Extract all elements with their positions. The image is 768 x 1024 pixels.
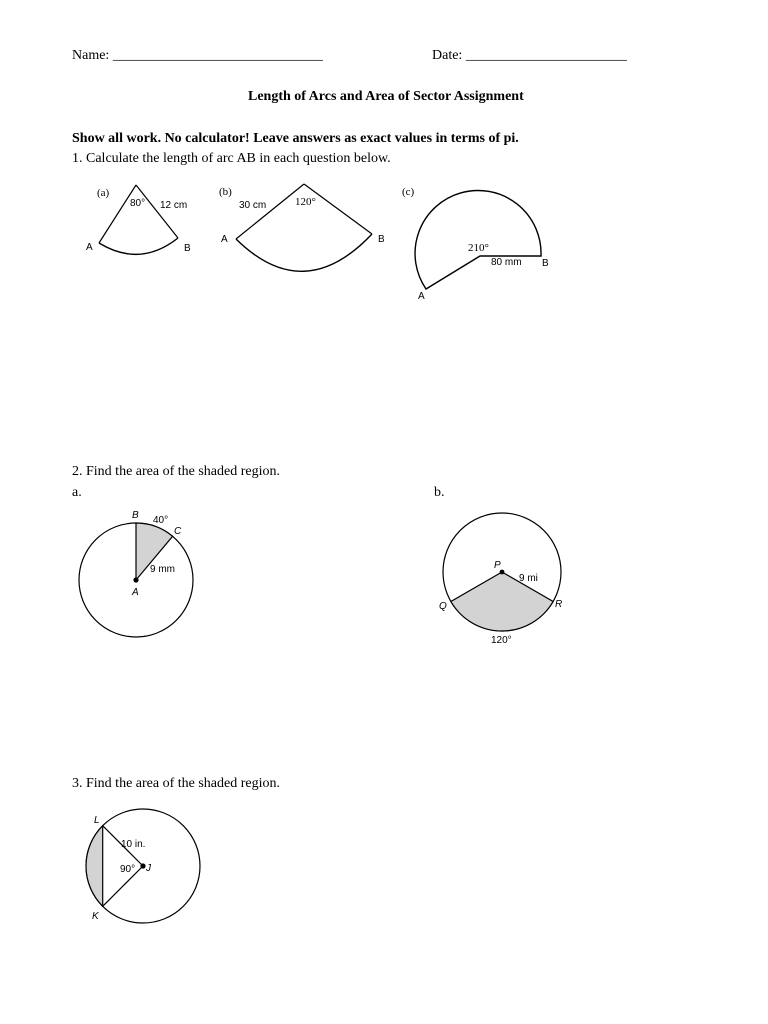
figure-3-angle: 90° [120, 864, 136, 875]
figure-1c-sector [402, 186, 549, 302]
figure-1c-radius: 80 mm [491, 257, 522, 268]
figure-2b-point-r: R [555, 599, 563, 610]
question-2a-label: a. [72, 485, 82, 500]
figure-1a-radius: 12 cm [160, 200, 188, 211]
figure-2a-circle [79, 510, 193, 637]
figure-3-radius: 10 in. [121, 839, 146, 850]
name-field-label: Name: ______________________________ [72, 48, 323, 63]
figure-1b-tag: (b) [219, 186, 232, 198]
figure-2b-point-q: Q [439, 601, 447, 612]
figure-1b-sector [219, 184, 385, 271]
question-2b-label: b. [434, 485, 445, 500]
date-field-label: Date: _______________________ [432, 48, 627, 63]
figure-2b-angle: 120° [491, 635, 512, 646]
figure-1c-point-b: B [542, 258, 549, 269]
page-title: Length of Arcs and Area of Sector Assignment [248, 89, 524, 104]
figure-1a-sector [86, 185, 191, 254]
figure-1c-tag: (c) [402, 186, 415, 198]
figure-1b-point-b: B [378, 234, 385, 245]
figure-3-point-l: L [94, 815, 100, 826]
figure-1c-angle: 210° [468, 242, 489, 254]
figure-2a-point-a: A [132, 587, 139, 598]
figure-1b-angle: 120° [295, 196, 316, 208]
figure-1a-tag: (a) [97, 187, 110, 199]
instructions: Show all work. No calculator! Leave answers as exact values in terms of pi. [72, 131, 519, 146]
figure-2a-radius: 9 mm [150, 564, 175, 575]
figure-2b-point-p: P [494, 560, 501, 571]
figure-3-point-k: K [92, 911, 99, 922]
figure-1b-point-a: A [221, 234, 228, 245]
figure-2a-angle: 40° [153, 515, 169, 526]
figure-2b-radius: 9 mi [519, 573, 538, 584]
figure-2a-point-c: C [174, 526, 182, 537]
figure-3-point-j: J [146, 863, 151, 874]
question-3-prompt: 3. Find the area of the shaded region. [72, 776, 280, 791]
figure-1b-radius: 30 cm [239, 200, 267, 211]
figure-1a-point-a: A [86, 242, 93, 253]
figure-1a-point-b: B [184, 243, 191, 254]
figure-1a-angle: 80° [130, 198, 146, 209]
figure-3-circle [86, 809, 200, 923]
figure-2a-point-b: B [132, 510, 139, 521]
figure-1c-point-a: A [418, 291, 425, 302]
question-2-prompt: 2. Find the area of the shaded region. [72, 464, 280, 479]
question-1-prompt: 1. Calculate the length of arc AB in each question below. [72, 151, 391, 166]
figure-2b-circle [439, 513, 562, 646]
